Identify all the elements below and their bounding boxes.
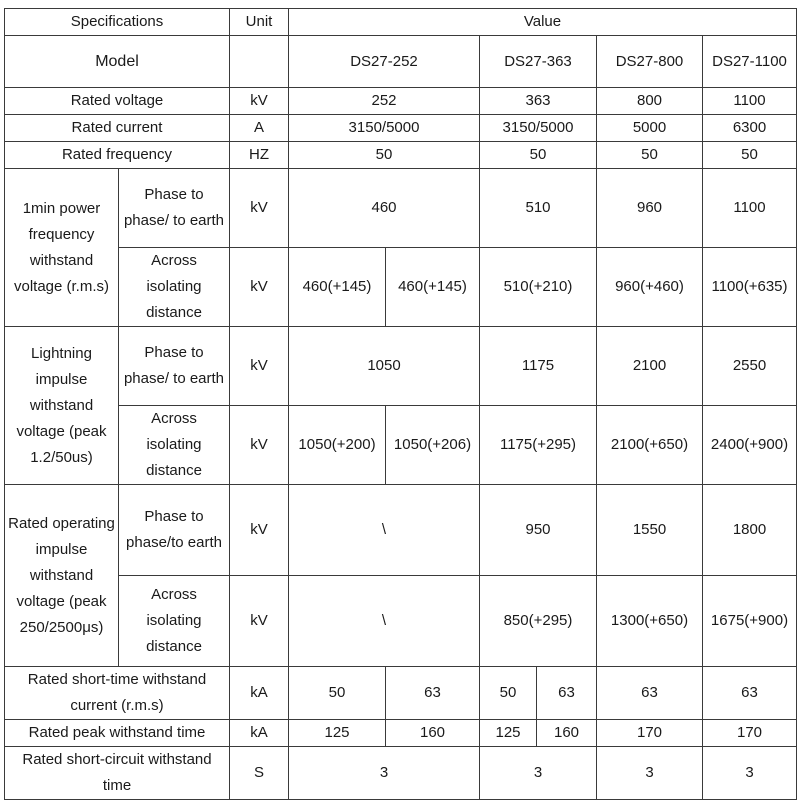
- value-cell: 1300(+650): [597, 576, 703, 667]
- value-cell: 50: [289, 142, 480, 169]
- specifications-table: [4, 8, 797, 800]
- value-cell: 960: [597, 169, 703, 248]
- lightning-impulse-label: Lightning impulse withstand voltage (peak 1.2/50us): [5, 327, 119, 485]
- value-cell: 1100(+635): [703, 248, 797, 327]
- unit-cell: S: [230, 747, 289, 800]
- rated-frequency-label: Rated frequency: [5, 142, 230, 169]
- operating-impulse-label: Rated operating impulse withstand voltage (peak 250/2500μs): [5, 485, 119, 667]
- sub-label: Phase to phase/ to earth: [119, 327, 230, 406]
- power-frequency-label: 1min power frequency withstand voltage (r.m.s): [5, 169, 119, 327]
- value-cell: 3: [480, 747, 597, 800]
- value-cell: 2550: [703, 327, 797, 406]
- value-cell: 63: [703, 667, 797, 720]
- value-cell: 50: [480, 667, 537, 720]
- unit-cell: kA: [230, 720, 289, 747]
- value-cell: 1175(+295): [480, 406, 597, 485]
- sub-label: Phase to phase/ to earth: [119, 169, 230, 248]
- model-row: [5, 36, 797, 88]
- value-cell: 2400(+900): [703, 406, 797, 485]
- rated-current-row: [5, 115, 797, 142]
- unit-cell: kV: [230, 406, 289, 485]
- rated-frequency-row: [5, 142, 797, 169]
- rated-voltage-label: Rated voltage: [5, 88, 230, 115]
- value-cell: 3150/5000: [480, 115, 597, 142]
- value-cell: 1050(+206): [386, 406, 480, 485]
- value-cell: 1675(+900): [703, 576, 797, 667]
- unit-cell: kV: [230, 327, 289, 406]
- value-cell: 63: [537, 667, 597, 720]
- value-cell: 3150/5000: [289, 115, 480, 142]
- value-cell: 460(+145): [386, 248, 480, 327]
- value-cell: 5000: [597, 115, 703, 142]
- sub-label: Across isolating distance: [119, 406, 230, 485]
- value-cell: 1100: [703, 169, 797, 248]
- short-circuit-time-row: [5, 747, 797, 800]
- short-circuit-time-label: Rated short-circuit withstand time: [5, 747, 230, 800]
- operating-impulse-phase-row: [5, 485, 797, 576]
- model-cell: DS27-800: [597, 36, 703, 88]
- value-cell: 3: [597, 747, 703, 800]
- unit-cell: kV: [230, 169, 289, 248]
- peak-withstand-label: Rated peak withstand time: [5, 720, 230, 747]
- operating-impulse-across-row: [5, 576, 797, 667]
- value-cell: 6300: [703, 115, 797, 142]
- power-frequency-across-row: [5, 248, 797, 327]
- value-cell: 1800: [703, 485, 797, 576]
- power-frequency-phase-row: [5, 169, 797, 248]
- model-label: Model: [5, 36, 230, 88]
- peak-withstand-row: [5, 720, 797, 747]
- rated-current-label: Rated current: [5, 115, 230, 142]
- value-cell: 125: [480, 720, 537, 747]
- value-cell: 3: [289, 747, 480, 800]
- unit-cell: kV: [230, 576, 289, 667]
- sub-label: Across isolating distance: [119, 576, 230, 667]
- value-cell: \: [289, 576, 480, 667]
- value-cell: 160: [537, 720, 597, 747]
- value-cell: 363: [480, 88, 597, 115]
- header-row: [5, 9, 797, 36]
- lightning-impulse-phase-row: [5, 327, 797, 406]
- value-cell: 2100(+650): [597, 406, 703, 485]
- value-cell: 63: [386, 667, 480, 720]
- value-cell: 50: [289, 667, 386, 720]
- value-cell: 960(+460): [597, 248, 703, 327]
- value-cell: 170: [703, 720, 797, 747]
- value-cell: 252: [289, 88, 480, 115]
- value-cell: \: [289, 485, 480, 576]
- rated-voltage-row: [5, 88, 797, 115]
- sub-label: Phase to phase/to earth: [119, 485, 230, 576]
- value-cell: 460: [289, 169, 480, 248]
- unit-cell: kV: [230, 485, 289, 576]
- value-cell: 125: [289, 720, 386, 747]
- unit-cell: HZ: [230, 142, 289, 169]
- value-cell: 510: [480, 169, 597, 248]
- model-unit-cell: [230, 36, 289, 88]
- value-cell: 170: [597, 720, 703, 747]
- unit-cell: kA: [230, 667, 289, 720]
- model-cell: DS27-252: [289, 36, 480, 88]
- short-time-current-row: [5, 667, 797, 720]
- value-cell: 2100: [597, 327, 703, 406]
- lightning-impulse-across-row: [5, 406, 797, 485]
- sub-label: Across isolating distance: [119, 248, 230, 327]
- header-unit: Unit: [230, 9, 289, 36]
- value-cell: 460(+145): [289, 248, 386, 327]
- unit-cell: A: [230, 115, 289, 142]
- value-cell: 1100: [703, 88, 797, 115]
- value-cell: 800: [597, 88, 703, 115]
- value-cell: 1050: [289, 327, 480, 406]
- value-cell: 50: [597, 142, 703, 169]
- unit-cell: kV: [230, 248, 289, 327]
- value-cell: 850(+295): [480, 576, 597, 667]
- short-time-current-label: Rated short-time withstand current (r.m.s): [5, 667, 230, 720]
- header-value: Value: [289, 9, 797, 36]
- model-cell: DS27-363: [480, 36, 597, 88]
- value-cell: 950: [480, 485, 597, 576]
- value-cell: 50: [703, 142, 797, 169]
- value-cell: 1175: [480, 327, 597, 406]
- header-specifications: Specifications: [5, 9, 230, 36]
- unit-cell: kV: [230, 88, 289, 115]
- value-cell: 63: [597, 667, 703, 720]
- value-cell: 160: [386, 720, 480, 747]
- value-cell: 510(+210): [480, 248, 597, 327]
- model-cell: DS27-1100: [703, 36, 797, 88]
- value-cell: 1550: [597, 485, 703, 576]
- value-cell: 50: [480, 142, 597, 169]
- value-cell: 1050(+200): [289, 406, 386, 485]
- value-cell: 3: [703, 747, 797, 800]
